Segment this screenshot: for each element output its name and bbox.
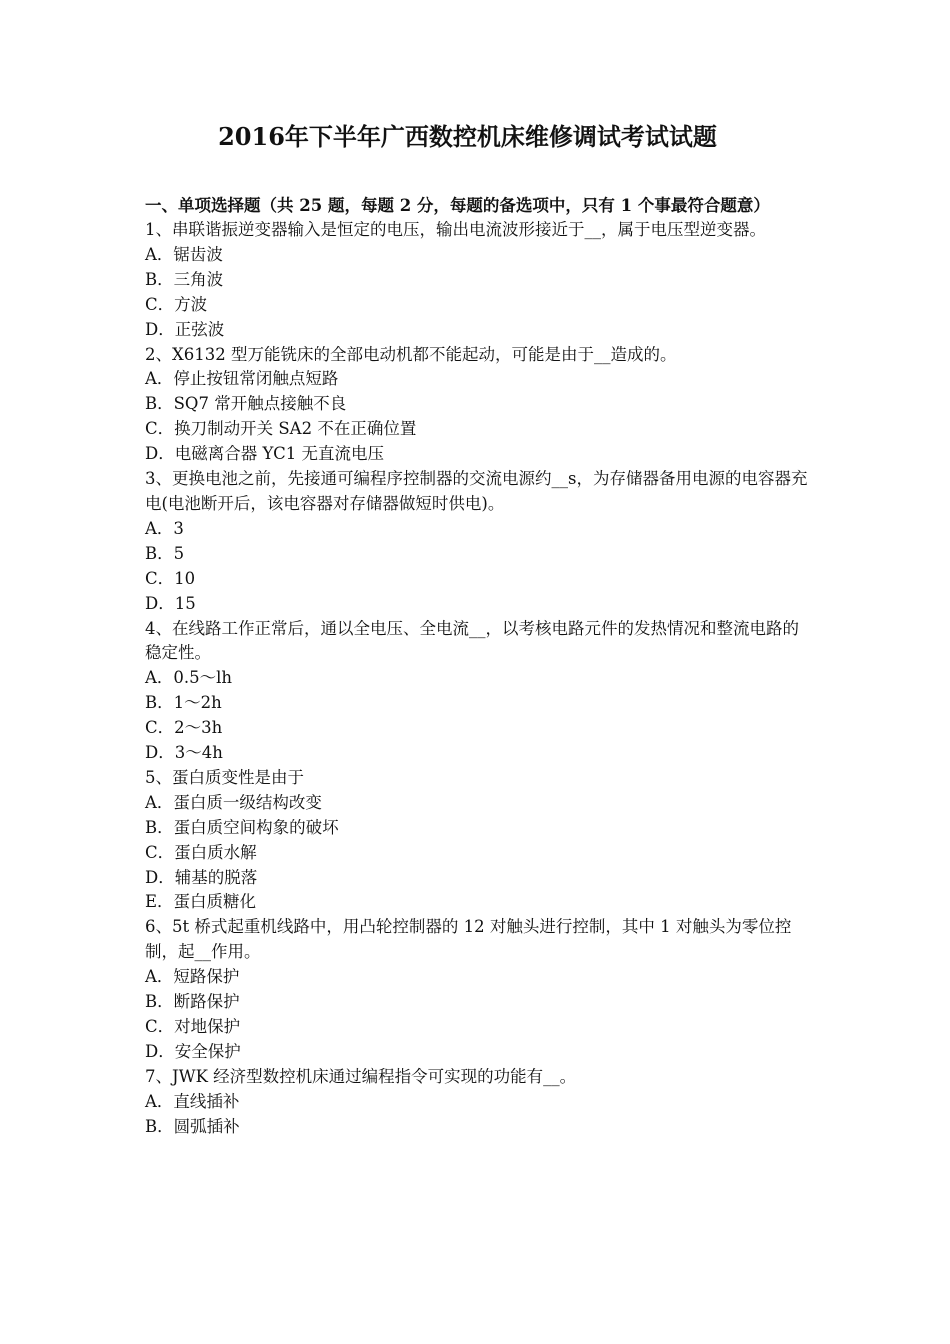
answer-option: D．电磁离合器 YC1 无直流电压 <box>145 444 384 464</box>
answer-option: B．SQ7 常开触点接触不良 <box>145 394 347 414</box>
answer-option: C．2～3h <box>145 718 223 738</box>
answer-option: A．3 <box>145 518 184 538</box>
question-text: 7、JWK 经济型数控机床通过编程指令可实现的功能有__。 <box>145 1066 577 1086</box>
answer-option: D．3～4h <box>145 743 223 763</box>
answer-option: B．断路保护 <box>145 992 240 1012</box>
answer-option: C．10 <box>145 568 196 588</box>
answer-option: D．正弦波 <box>145 319 225 339</box>
answer-option: E．蛋白质糖化 <box>145 892 257 912</box>
answer-option: B．三角波 <box>145 269 224 289</box>
question-text: 3、更换电池之前，先接通可编程序控制器的交流电源约__s，为存储器备用电源的电容器充电(电池断开后，该电容器对存储器做短时供电)。 <box>145 469 808 513</box>
answer-option: D．辅基的脱落 <box>145 867 258 887</box>
answer-option: B．5 <box>145 543 185 563</box>
answer-option: C．方波 <box>145 294 208 314</box>
answer-option: A．锯齿波 <box>145 244 223 264</box>
question-text: 6、5t 桥式起重机线路中，用凸轮控制器的 12 对触头进行控制，其中 1 对触头为零位控制，起__作用。 <box>145 917 792 962</box>
answer-option: C．对地保护 <box>145 1017 241 1036</box>
question-text: 5、蛋白质变性是由于 <box>145 767 304 787</box>
question-list <box>145 218 810 1140</box>
question-text: 1、串联谐振逆变器输入是恒定的电压，输出电流波形接近于__，属于电压型逆变器。 <box>145 220 766 239</box>
answer-option: A．0.5～lh <box>145 668 233 688</box>
answer-option: A．短路保护 <box>145 967 240 987</box>
document-title: 2016年下半年广西数控机床维修调试考试试题 <box>218 122 717 151</box>
answer-option: B．圆弧插补 <box>145 1116 240 1136</box>
document-page <box>145 120 810 1140</box>
answer-option: C．蛋白质水解 <box>145 842 257 862</box>
answer-option: A．蛋白质一级结构改变 <box>145 792 322 812</box>
answer-option: D．安全保护 <box>145 1041 241 1061</box>
answer-option: B．1～2h <box>145 693 222 713</box>
answer-option: C．换刀制动开关 SA2 不在正确位置 <box>145 419 417 439</box>
section-heading: 一、单项选择题（共 25 题，每题 2 分，每题的备选项中，只有 1 个事最符合题意） <box>145 196 770 215</box>
answer-option: B．蛋白质空间构象的破坏 <box>145 817 339 837</box>
answer-option: A．停止按钮常闭触点短路 <box>145 369 339 389</box>
answer-option: A．直线插补 <box>145 1091 240 1111</box>
question-text: 2、X6132 型万能铣床的全部电动机都不能起动，可能是由于__造成的。 <box>145 344 677 364</box>
question-text: 4、在线路工作正常后，通以全电压、全电流__，以考核电路元件的发热情况和整流电路的稳定性。 <box>145 618 799 663</box>
answer-option: D．15 <box>145 593 196 613</box>
